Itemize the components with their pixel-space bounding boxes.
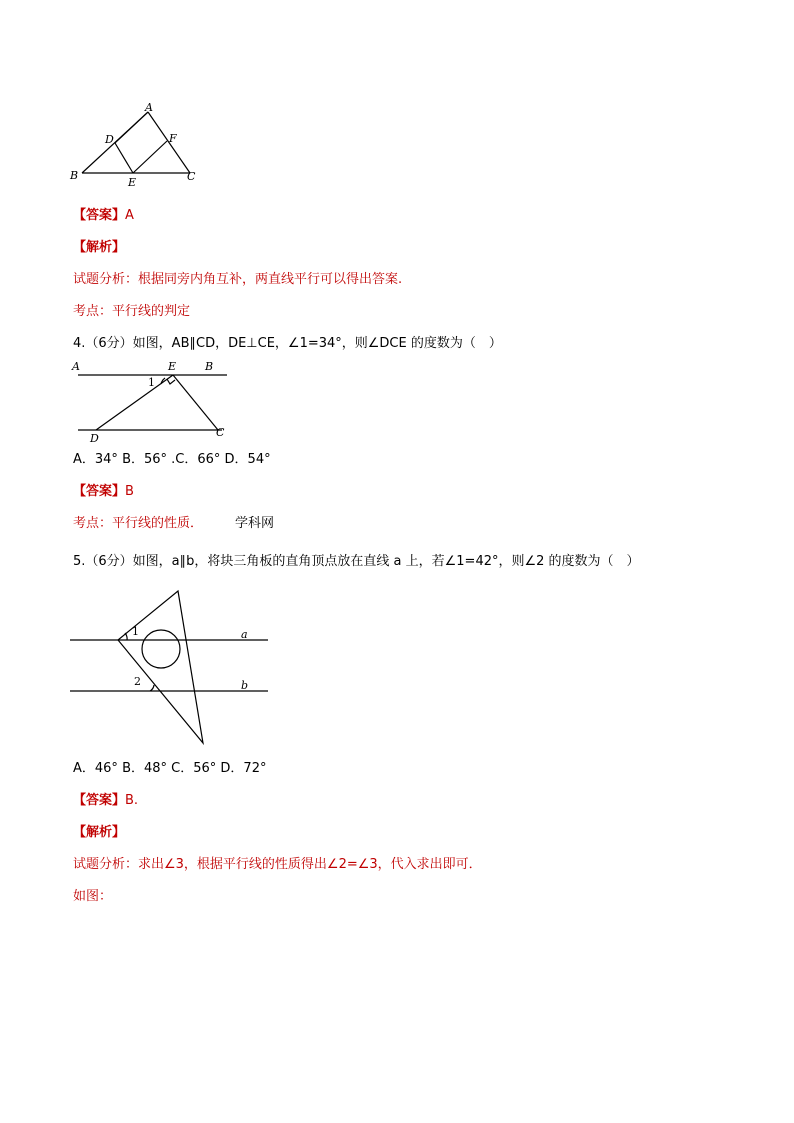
answer-value: B. (125, 793, 139, 808)
q5-answer-line (73, 792, 138, 810)
answer-value: A (125, 208, 134, 223)
answer-value: B (125, 484, 134, 499)
label-a: A (145, 101, 153, 114)
q5-analysis-text: 试题分析：求出∠3，根据平行线的性质得出∠2=∠3，代入求出即可． (73, 857, 482, 872)
label-f: F (169, 132, 177, 145)
watermark-text: 学科网 (235, 516, 275, 531)
label-1: 1 (148, 376, 155, 389)
label-1: 1 (132, 625, 139, 638)
q4-kaodian: 考点：平行线的性质． (73, 516, 204, 531)
label-2: 2 (134, 675, 141, 688)
q3-analysis-tag: 【解析】 (73, 240, 126, 255)
label-c: C (216, 426, 225, 439)
q4-answer-line (73, 483, 134, 501)
label-d: D (105, 133, 114, 146)
q4-kaodian-line (73, 515, 274, 533)
label-line-a: a (241, 628, 248, 641)
label-line-b: b (241, 679, 249, 692)
answer-tag: 【答案】 (73, 208, 126, 223)
q5-stem: 5.（6分）如图，a∥b，将块三角板的直角顶点放在直线 a 上，若∠1=42°，则∠2 的度数为（ ） (73, 554, 640, 569)
q3-analysis-text: 试题分析：根据同旁内角互补，两直线平行可以得出答案. (73, 272, 403, 287)
label-d: D (90, 432, 99, 445)
label-b: B (70, 169, 79, 182)
label-a: A (72, 360, 80, 373)
q5-options: A．46° B．48° C．56° D．72° (73, 761, 267, 776)
label-c: C (187, 170, 196, 183)
label-b: B (205, 360, 214, 373)
label-e: E (128, 176, 137, 189)
label-e: E (168, 360, 177, 373)
answer-tag: 【答案】 (73, 484, 126, 499)
q3-kaodian: 考点：平行线的判定 (73, 304, 191, 319)
figure-triangle-abc (68, 100, 203, 190)
q4-options: A．34° B．56° .C．66° D．54° (73, 452, 271, 467)
q3-answer-line (73, 207, 134, 225)
q5-analysis-tag: 【解析】 (73, 825, 126, 840)
figure-triangle-set-square (70, 588, 270, 748)
figure-parallel-lines-abcd (70, 356, 240, 446)
q4-stem: 4.（6分）如图，AB∥CD，DE⊥CE，∠1=34°，则∠DCE 的度数为（ ） (73, 336, 502, 351)
q5-rutu: 如图： (73, 889, 113, 904)
answer-tag: 【答案】 (73, 793, 126, 808)
